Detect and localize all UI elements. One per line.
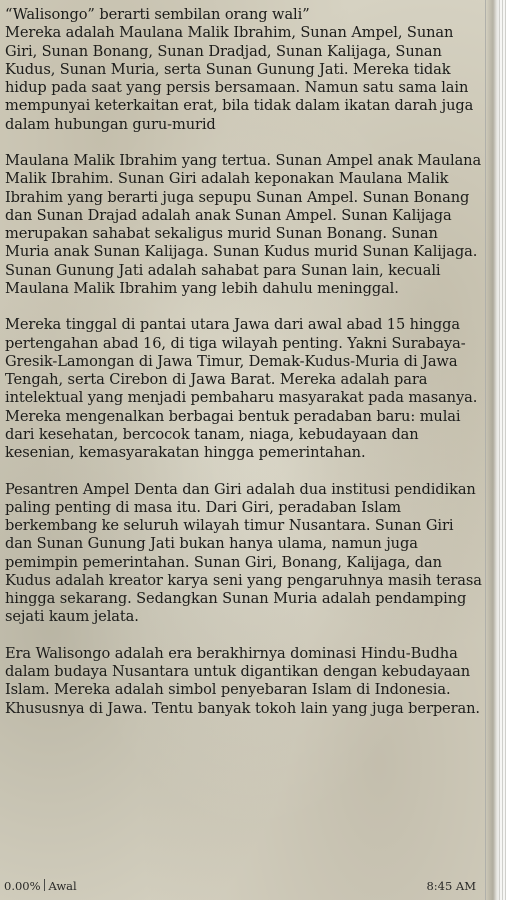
clock-time: 8:45 AM	[426, 879, 476, 893]
paragraph-1	[5, 6, 483, 134]
reader-status-bar	[0, 874, 486, 900]
paragraph-4: Pesantren Ampel Denta dan Giri adalah dua institusi pendidikan paling penting di masa itu. Dari Giri, peradaban Islam berkembang ke seluruh wilayah timur Nusantara. Sunan Giri dan Sunan Gunung Jati bukan hanya ulama, namun juga pemimpin pemerintahan. Sunan Giri, Bonang, Kalijaga, dan Kudus adalah kreator karya seni yang pengaruhnya masih terasa hingga sekarang. Sedangkan Sunan Muria adalah pendamping sejati kaum jelata.	[5, 480, 482, 626]
status-divider	[44, 879, 45, 891]
progress-percent: 0.00%	[4, 879, 41, 893]
book-text	[5, 6, 483, 736]
paragraph-5: Era Walisongo adalah era berakhirnya dominasi Hindu-Budha dalam budaya Nusantara untuk digantikan dengan kebudayaan Islam. Mereka adalah simbol penyebaran Islam di Indonesia. Khususnya di Jawa. Tentu banyak tokoh lain yang juga berperan.	[5, 644, 480, 717]
paragraph-2: Maulana Malik Ibrahim yang tertua. Sunan Ampel anak Maulana Malik Ibrahim. Sunan Giri adalah keponakan Maulana Malik Ibrahim yang berarti juga sepupu Sunan Ampel. Sunan Bonang dan Sunan Drajad adalah anak Sunan Ampel. Sunan Kalijaga merupakan sahabat sekaligus murid Sunan Bonang. Sunan Muria anak Sunan Kalijaga. Sunan Kudus murid Sunan Kalijaga. Sunan Gunung Jati adalah sahabat para Sunan lain, kecuali Maulana Malik Ibrahim yang lebih dahulu meninggal.	[5, 152, 482, 297]
paragraph-title: “Walisongo” berarti sembilan orang wali”	[5, 6, 310, 23]
progress-indicator	[4, 879, 77, 893]
paragraph-body: Mereka adalah Maulana Malik Ibrahim, Sunan Ampel, Sunan Giri, Sunan Bonang, Sunan Dradjad, Sunan Kalijaga, Sunan Kudus, Sunan Muria, serta Sunan Gunung Jati. Mereka tidak hidup pada saat yang persis bersamaan. Namun satu sama lain mempunyai keterkaitan erat, bila tidak dalam ikatan darah juga dalam hubungan guru-murid	[5, 24, 474, 133]
paragraph-3: Mereka tinggal di pantai utara Jawa dari awal abad 15 hingga pertengahan abad 16, di tiga wilayah penting. Yakni Surabaya-Gresik-Lamongan di Jawa Timur, Demak-Kudus-Muria di Jawa Tengah, serta Cirebon di Jawa Barat. Mereka adalah para intelektual yang menjadi pembaharu masyarakat pada masanya. Mereka mengenalkan berbagai bentuk peradaban baru: mulai dari kesehatan, bercocok tanam, niaga, kebudayaan dan kesenian, kemasyarakatan hingga pemerintahan.	[5, 316, 478, 461]
chapter-name: Awal	[48, 879, 77, 893]
page-stack-edge	[499, 0, 506, 900]
